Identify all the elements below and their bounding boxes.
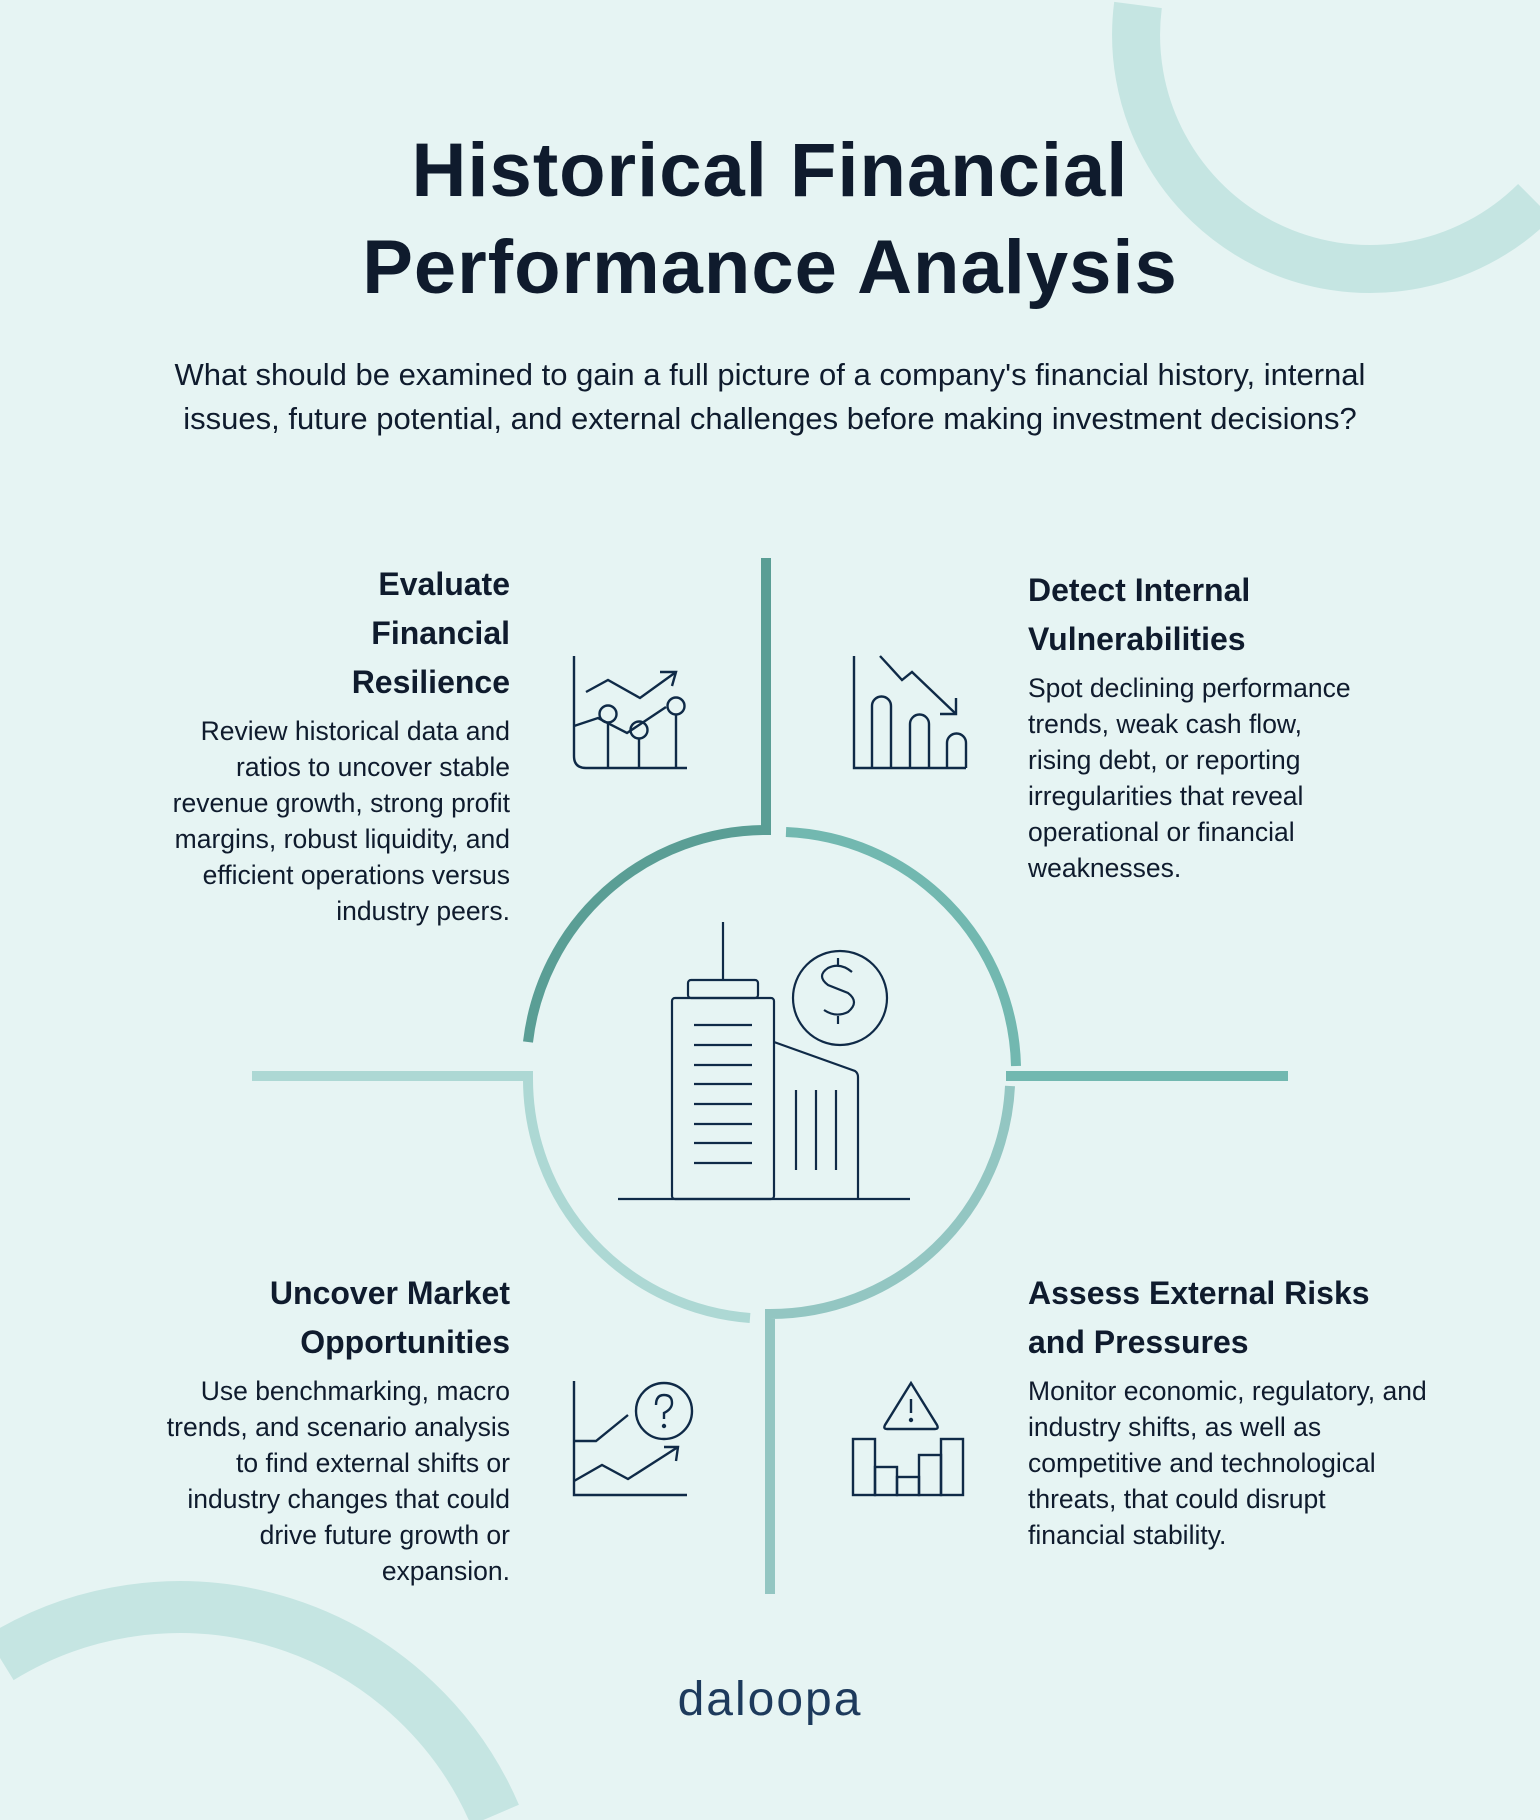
- section-body: Use benchmarking, macro trends, and scenario analysis to find external shifts or industry changes that could drive future growth or expansion.: [166, 1376, 510, 1586]
- section-heading: Assess External Risks and Pressures: [1028, 1275, 1370, 1360]
- chart-question-icon: [574, 1381, 692, 1495]
- section-heading: Detect Internal Vulnerabilities: [1028, 572, 1251, 657]
- section-heading: Uncover Market Opportunities: [269, 1275, 510, 1360]
- subtitle: What should be examined to gain a full picture of a company's financial history, internal issues, future potential, and external challenges before making investment decisions?: [174, 357, 1366, 436]
- bar-chart-down-icon: [854, 656, 966, 768]
- daloopa-logo: daloopa: [677, 1673, 863, 1726]
- section-external-risks: [1028, 1269, 1428, 1553]
- page-title: [0, 122, 1540, 316]
- arc-bottom-right: [770, 1086, 1010, 1594]
- section-market-opportunities: [150, 1269, 510, 1589]
- section-body: Monitor economic, regulatory, and industry shifts, as well as competitive and technological threats, that could disrupt financial stability.: [1028, 1376, 1427, 1550]
- section-internal-vulnerabilities: [1028, 566, 1388, 886]
- arc-top-left: [528, 558, 766, 1042]
- bar-chart-warning-icon: [853, 1383, 963, 1495]
- title-line-1: Historical Financial: [411, 128, 1129, 213]
- section-heading: Evaluate Financial Resilience: [351, 566, 510, 700]
- section-body: Review historical data and ratios to uncover stable revenue growth, strong profit margins, robust liquidity, and efficient operations versus industry peers.: [172, 716, 510, 926]
- section-financial-resilience: [150, 560, 510, 929]
- title-line-2: Performance Analysis: [362, 225, 1178, 310]
- building-dollar-icon: [618, 922, 910, 1199]
- arc-top-right: [786, 832, 1016, 1066]
- line-chart-up-icon: [574, 656, 687, 768]
- section-body: Spot declining performance trends, weak cash flow, rising debt, or reporting irregularities that reveal operational or financial weaknesses.: [1028, 673, 1351, 883]
